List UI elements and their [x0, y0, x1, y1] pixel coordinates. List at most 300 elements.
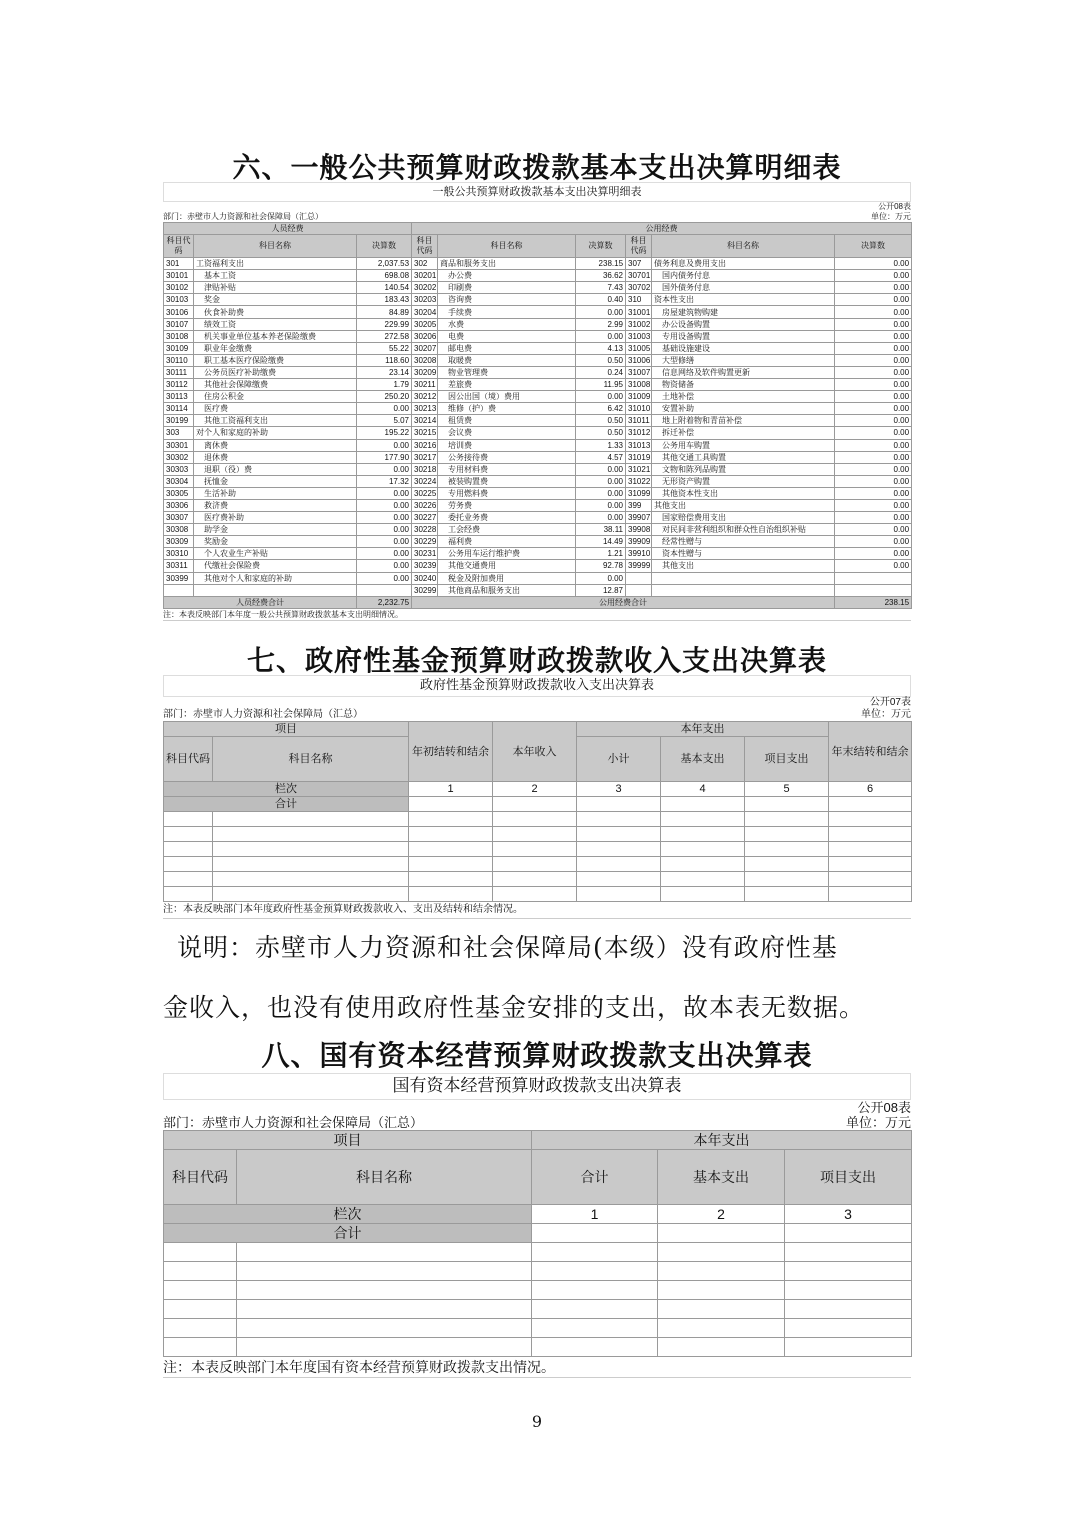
personnel-code: 30111	[164, 366, 194, 378]
public-b-code: 31001	[626, 306, 652, 318]
personnel-name: 住房公积金	[194, 391, 357, 403]
public-a-code: 30215	[412, 427, 438, 439]
public-a-name: 手续费	[438, 306, 576, 318]
empty-cell	[164, 842, 213, 857]
public-a-code: 30204	[412, 306, 438, 318]
personnel-code: 30307	[164, 512, 194, 524]
public-b-name: 信息网络及软件购置更新	[652, 366, 835, 378]
public-b-code: 31002	[626, 318, 652, 330]
public-b-amount: 0.00	[835, 427, 912, 439]
public-b-code: 399	[626, 499, 652, 511]
col-basic: 基本支出	[658, 1150, 785, 1205]
public-a-amount: 4.57	[576, 451, 626, 463]
personnel-amount: 177.90	[357, 451, 412, 463]
personnel-code: 30309	[164, 536, 194, 548]
personnel-name: 生活补助	[194, 487, 357, 499]
public-a-name: 培训费	[438, 439, 576, 451]
personnel-name: 退休费	[194, 451, 357, 463]
col-code: 科目代码	[164, 737, 213, 782]
table8-form-no: 公开08表	[857, 1100, 911, 1115]
public-b-name: 国家赔偿费用支出	[652, 512, 835, 524]
public-a-code: 30226	[412, 499, 438, 511]
empty-cell	[532, 1319, 658, 1338]
personnel-name: 对个人和家庭的补助	[194, 427, 357, 439]
personnel-code: 303	[164, 427, 194, 439]
public-b-code: 31099	[626, 487, 652, 499]
section6-heading: 六、一般公共预算财政拨款基本支出决算明细表	[232, 151, 842, 184]
personnel-name: 伙食补助费	[194, 306, 357, 318]
public-b-code: 31010	[626, 403, 652, 415]
public-b-code	[626, 584, 652, 596]
public-b-code: 39907	[626, 512, 652, 524]
personnel-name: 个人农业生产补贴	[194, 548, 357, 560]
public-a-name: 公务用车运行维护费	[438, 548, 576, 560]
explanation-line1: 说明：赤壁市人力资源和社会保障局(本级）没有政府性基	[177, 933, 838, 962]
table-row	[164, 560, 912, 572]
col-num: 1	[532, 1205, 658, 1224]
empty-cell	[661, 827, 745, 842]
empty-cell	[785, 1338, 912, 1357]
personnel-code: 30102	[164, 282, 194, 294]
table8-unit: 单位：万元	[845, 1115, 911, 1130]
personnel-name: 机关事业单位基本养老保险缴费	[194, 330, 357, 342]
public-b-code	[626, 572, 652, 584]
table6-note: 注：本表反映部门本年度一般公共预算财政拨款基本支出明细情况。	[163, 609, 911, 621]
table-row	[164, 584, 912, 596]
table6-caption: 一般公共预算财政拨款基本支出决算明细表	[163, 182, 911, 202]
empty-cell	[164, 1319, 237, 1338]
personnel-name: 绩效工资	[194, 318, 357, 330]
public-b-name: 专用设备购置	[652, 330, 835, 342]
empty-cell	[661, 812, 745, 827]
personnel-amount: 0.00	[357, 512, 412, 524]
public-b-amount: 0.00	[835, 524, 912, 536]
table-row	[164, 354, 912, 366]
personnel-amount: 84.89	[357, 306, 412, 318]
empty-cell	[213, 842, 409, 857]
public-a-code: 30206	[412, 330, 438, 342]
public-b-name: 物资储备	[652, 379, 835, 391]
personnel-amount: 0.00	[357, 403, 412, 415]
table-row	[164, 1262, 912, 1281]
table-row	[164, 258, 912, 270]
public-b-name: 公务用车购置	[652, 439, 835, 451]
public-a-code: 30205	[412, 318, 438, 330]
public-a-code: 30214	[412, 415, 438, 427]
col-carry-end: 年末结转和结余	[829, 722, 912, 782]
public-b-amount: 0.00	[835, 391, 912, 403]
public-a-code: 30299	[412, 584, 438, 596]
public-a-code: 30209	[412, 366, 438, 378]
public-a-name: 其他商品和服务支出	[438, 584, 576, 596]
personnel-name: 医疗费补助	[194, 512, 357, 524]
table-row	[164, 439, 912, 451]
table8-note: 注：本表反映部门本年度国有资本经营预算财政拨款支出情况。	[163, 1357, 911, 1378]
table-row	[164, 270, 912, 282]
table6	[163, 222, 912, 609]
personnel-name: 退职（役）费	[194, 463, 357, 475]
public-b-amount: 0.00	[835, 487, 912, 499]
public-b-name: 债务利息及费用支出	[652, 258, 835, 270]
empty-cell	[493, 842, 577, 857]
table8-wrapper	[163, 1073, 911, 1378]
table-row	[164, 1319, 912, 1338]
personnel-amount: 5.07	[357, 415, 412, 427]
table-row	[164, 366, 912, 378]
public-a-amount: 0.24	[576, 366, 626, 378]
public-b-amount: 0.00	[835, 330, 912, 342]
total-personnel-value: 2,232.75	[357, 596, 412, 608]
personnel-name: 离休费	[194, 439, 357, 451]
table-row	[164, 294, 912, 306]
empty-cell	[658, 1319, 785, 1338]
col-name: 科目名称	[194, 235, 357, 258]
personnel-amount: 183.43	[357, 294, 412, 306]
public-b-code: 31008	[626, 379, 652, 391]
table8-dept: 部门：赤壁市人力资源和社会保障局（汇总）	[163, 1115, 424, 1130]
personnel-name: 其他工资福利支出	[194, 415, 357, 427]
public-a-code: 30203	[412, 294, 438, 306]
personnel-amount: 250.20	[357, 391, 412, 403]
personnel-name: 救济费	[194, 499, 357, 511]
public-a-code: 30211	[412, 379, 438, 391]
empty-cell	[213, 872, 409, 887]
personnel-name: 奖励金	[194, 536, 357, 548]
public-a-amount: 14.49	[576, 536, 626, 548]
public-a-name: 福利费	[438, 536, 576, 548]
table-row	[164, 536, 912, 548]
public-b-code: 30702	[626, 282, 652, 294]
public-a-name: 专用材料费	[438, 463, 576, 475]
personnel-code: 30106	[164, 306, 194, 318]
empty-cell	[237, 1243, 532, 1262]
empty-cell	[409, 887, 493, 902]
public-a-code: 30213	[412, 403, 438, 415]
empty-cell	[532, 1281, 658, 1300]
public-a-name: 专用燃料费	[438, 487, 576, 499]
public-b-name: 基础设施建设	[652, 342, 835, 354]
empty-cell	[785, 1300, 912, 1319]
empty-cell	[493, 812, 577, 827]
empty-cell	[745, 812, 829, 827]
personnel-amount: 698.08	[357, 270, 412, 282]
table-row	[164, 403, 912, 415]
personnel-name: 助学金	[194, 524, 357, 536]
empty-cell	[577, 887, 661, 902]
personnel-code: 30107	[164, 318, 194, 330]
public-b-name	[652, 572, 835, 584]
col-subtotal: 小计	[577, 737, 661, 782]
public-a-name: 咨询费	[438, 294, 576, 306]
public-b-name: 土地补偿	[652, 391, 835, 403]
public-a-amount: 0.00	[576, 572, 626, 584]
empty-cell	[829, 842, 912, 857]
public-b-amount: 0.00	[835, 306, 912, 318]
public-a-amount: 0.00	[576, 330, 626, 342]
empty-cell	[213, 827, 409, 842]
personnel-code: 30108	[164, 330, 194, 342]
empty-cell	[658, 1262, 785, 1281]
empty-cell	[661, 887, 745, 902]
empty-cell	[829, 857, 912, 872]
col-num: 5	[745, 782, 829, 797]
public-a-amount: 2.99	[576, 318, 626, 330]
header-project: 项目	[164, 722, 409, 737]
public-a-name: 邮电费	[438, 342, 576, 354]
public-b-amount: 0.00	[835, 354, 912, 366]
empty-cell	[829, 887, 912, 902]
public-a-code: 30240	[412, 572, 438, 584]
public-a-amount: 0.00	[576, 499, 626, 511]
public-b-name: 安置补助	[652, 403, 835, 415]
empty-cell	[785, 1243, 912, 1262]
personnel-amount: 0.00	[357, 499, 412, 511]
public-a-code: 30229	[412, 536, 438, 548]
col-name: 科目名称	[652, 235, 835, 258]
row-label: 栏次	[164, 782, 409, 797]
personnel-name: 基本工资	[194, 270, 357, 282]
public-a-amount: 0.00	[576, 512, 626, 524]
public-b-code: 31022	[626, 475, 652, 487]
empty-cell	[237, 1262, 532, 1281]
personnel-code: 30310	[164, 548, 194, 560]
empty-cell	[164, 1243, 237, 1262]
personnel-code: 30303	[164, 463, 194, 475]
public-b-amount: 0.00	[835, 439, 912, 451]
table8-caption: 国有资本经营预算财政拨款支出决算表	[163, 1073, 911, 1100]
empty-cell	[409, 857, 493, 872]
public-a-amount: 92.78	[576, 560, 626, 572]
public-b-name: 其他交通工具购置	[652, 451, 835, 463]
public-b-amount: 0.00	[835, 415, 912, 427]
personnel-amount	[357, 584, 412, 596]
public-b-name: 其他支出	[652, 499, 835, 511]
col-code: 科目代码	[164, 1150, 237, 1205]
public-a-name: 税金及附加费用	[438, 572, 576, 584]
row-label: 栏次	[164, 1205, 532, 1224]
empty-cell	[745, 887, 829, 902]
personnel-code: 30308	[164, 524, 194, 536]
personnel-code: 30304	[164, 475, 194, 487]
public-a-amount: 0.00	[576, 463, 626, 475]
empty-cell	[532, 1300, 658, 1319]
table-row	[164, 342, 912, 354]
empty-cell	[745, 842, 829, 857]
explanation	[163, 918, 923, 1038]
table-row	[164, 548, 912, 560]
public-a-name: 公务接待费	[438, 451, 576, 463]
personnel-amount: 0.00	[357, 487, 412, 499]
col-num: 2	[658, 1205, 785, 1224]
public-b-amount	[835, 584, 912, 596]
personnel-code: 301	[164, 258, 194, 270]
public-b-name: 房屋建筑物购建	[652, 306, 835, 318]
public-a-name: 办公费	[438, 270, 576, 282]
personnel-code: 30306	[164, 499, 194, 511]
table-row	[164, 524, 912, 536]
public-a-amount: 1.33	[576, 439, 626, 451]
public-b-amount: 0.00	[835, 548, 912, 560]
col-name: 科目名称	[438, 235, 576, 258]
empty-cell	[577, 812, 661, 827]
public-b-amount: 0.00	[835, 270, 912, 282]
public-a-name: 被装购置费	[438, 475, 576, 487]
table-row	[164, 282, 912, 294]
table-row	[164, 512, 912, 524]
empty-cell	[532, 1243, 658, 1262]
col-code: 科目代码	[626, 235, 652, 258]
public-a-name: 其他交通费用	[438, 560, 576, 572]
table7-note: 注：本表反映部门本年度政府性基金预算财政拨款收入、支出及结转和结余情况。	[163, 902, 911, 919]
col-amount: 决算数	[357, 235, 412, 258]
public-b-name: 办公设备购置	[652, 318, 835, 330]
public-b-code: 39909	[626, 536, 652, 548]
public-b-name: 拆迁补偿	[652, 427, 835, 439]
public-b-code: 31009	[626, 391, 652, 403]
col-num: 6	[829, 782, 912, 797]
public-b-code: 31007	[626, 366, 652, 378]
public-b-name: 其他资本性支出	[652, 487, 835, 499]
table-row	[164, 572, 912, 584]
table7-unit: 单位：万元	[861, 709, 911, 720]
table-row	[164, 391, 912, 403]
public-b-name: 资本性支出	[652, 294, 835, 306]
col-expense: 本年支出	[532, 1131, 912, 1150]
public-b-name: 大型修缮	[652, 354, 835, 366]
public-a-amount: 1.21	[576, 548, 626, 560]
empty-cell	[164, 1300, 237, 1319]
col-carry-begin: 年初结转和结余	[409, 722, 493, 782]
empty-cell	[493, 872, 577, 887]
personnel-amount: 195.22	[357, 427, 412, 439]
empty-cell	[829, 872, 912, 887]
col-total: 合计	[532, 1150, 658, 1205]
public-a-amount: 0.40	[576, 294, 626, 306]
personnel-name: 奖金	[194, 294, 357, 306]
table-row	[164, 842, 912, 857]
empty-cell	[237, 1300, 532, 1319]
col-expense: 本年支出	[577, 722, 829, 737]
empty-cell	[532, 1338, 658, 1357]
public-a-code: 30202	[412, 282, 438, 294]
public-a-code: 30212	[412, 391, 438, 403]
table6-dept: 部门：赤壁市人力资源和社会保障局（汇总）	[163, 212, 323, 221]
public-a-amount: 12.87	[576, 584, 626, 596]
col-project: 项目支出	[745, 737, 829, 782]
public-b-amount: 0.00	[835, 366, 912, 378]
empty-cell	[532, 1262, 658, 1281]
empty-cell	[745, 857, 829, 872]
public-a-name: 劳务费	[438, 499, 576, 511]
public-a-amount: 0.50	[576, 354, 626, 366]
personnel-code: 30305	[164, 487, 194, 499]
col-amount: 决算数	[576, 235, 626, 258]
table-row	[164, 318, 912, 330]
table8	[163, 1130, 912, 1357]
personnel-code: 30301	[164, 439, 194, 451]
table-row	[164, 872, 912, 887]
col-num: 2	[493, 782, 577, 797]
public-b-amount: 0.00	[835, 451, 912, 463]
public-b-code: 31003	[626, 330, 652, 342]
public-a-code: 30216	[412, 439, 438, 451]
group-personnel: 人员经费	[164, 223, 412, 235]
public-b-amount	[835, 572, 912, 584]
public-a-name: 会议费	[438, 427, 576, 439]
public-b-amount: 0.00	[835, 379, 912, 391]
public-a-name: 印刷费	[438, 282, 576, 294]
empty-cell	[577, 857, 661, 872]
public-a-code: 30225	[412, 487, 438, 499]
personnel-amount: 0.00	[357, 463, 412, 475]
empty-cell	[577, 827, 661, 842]
page-number: 9	[531, 1412, 543, 1431]
personnel-name: 其他社会保障缴费	[194, 379, 357, 391]
public-a-code: 30217	[412, 451, 438, 463]
personnel-name: 工资福利支出	[194, 258, 357, 270]
public-b-name: 国外债务付息	[652, 282, 835, 294]
empty-cell	[164, 872, 213, 887]
public-b-amount: 0.00	[835, 403, 912, 415]
public-a-name: 商品和服务支出	[438, 258, 576, 270]
public-b-name: 经常性赠与	[652, 536, 835, 548]
personnel-name: 其他对个人和家庭的补助	[194, 572, 357, 584]
personnel-code: 30110	[164, 354, 194, 366]
public-a-code: 30227	[412, 512, 438, 524]
public-b-name	[652, 584, 835, 596]
table-row	[164, 1338, 912, 1357]
col-num: 1	[409, 782, 493, 797]
public-b-name: 资本性赠与	[652, 548, 835, 560]
personnel-code: 30112	[164, 379, 194, 391]
public-a-amount: 238.15	[576, 258, 626, 270]
personnel-amount: 0.00	[357, 439, 412, 451]
public-b-code: 310	[626, 294, 652, 306]
public-a-name: 水费	[438, 318, 576, 330]
public-b-amount: 0.00	[835, 536, 912, 548]
public-a-name: 差旅费	[438, 379, 576, 391]
empty-cell	[493, 887, 577, 902]
public-a-name: 物业管理费	[438, 366, 576, 378]
empty-cell	[658, 1243, 785, 1262]
public-a-name: 因公出国（境）费用	[438, 391, 576, 403]
table6-wrapper	[163, 182, 911, 621]
section8-heading: 八、国有资本经营预算财政拨款支出决算表	[261, 1039, 813, 1072]
table7	[163, 721, 912, 902]
public-a-amount: 36.62	[576, 270, 626, 282]
total-personnel-label: 人员经费合计	[164, 596, 357, 608]
empty-cell	[164, 1262, 237, 1281]
col-name: 科目名称	[237, 1150, 532, 1205]
personnel-amount: 0.00	[357, 524, 412, 536]
table-row	[164, 415, 912, 427]
public-b-amount: 0.00	[835, 512, 912, 524]
empty-cell	[237, 1281, 532, 1300]
public-b-amount: 0.00	[835, 294, 912, 306]
empty-cell	[745, 872, 829, 887]
personnel-amount: 0.00	[357, 560, 412, 572]
public-a-amount: 0.00	[576, 475, 626, 487]
public-b-code: 31006	[626, 354, 652, 366]
public-a-code: 30208	[412, 354, 438, 366]
table7-wrapper	[163, 675, 911, 919]
personnel-code: 30103	[164, 294, 194, 306]
empty-cell	[409, 827, 493, 842]
public-a-amount: 0.00	[576, 306, 626, 318]
col-name: 科目名称	[213, 737, 409, 782]
empty-cell	[745, 827, 829, 842]
col-basic: 基本支出	[661, 737, 745, 782]
